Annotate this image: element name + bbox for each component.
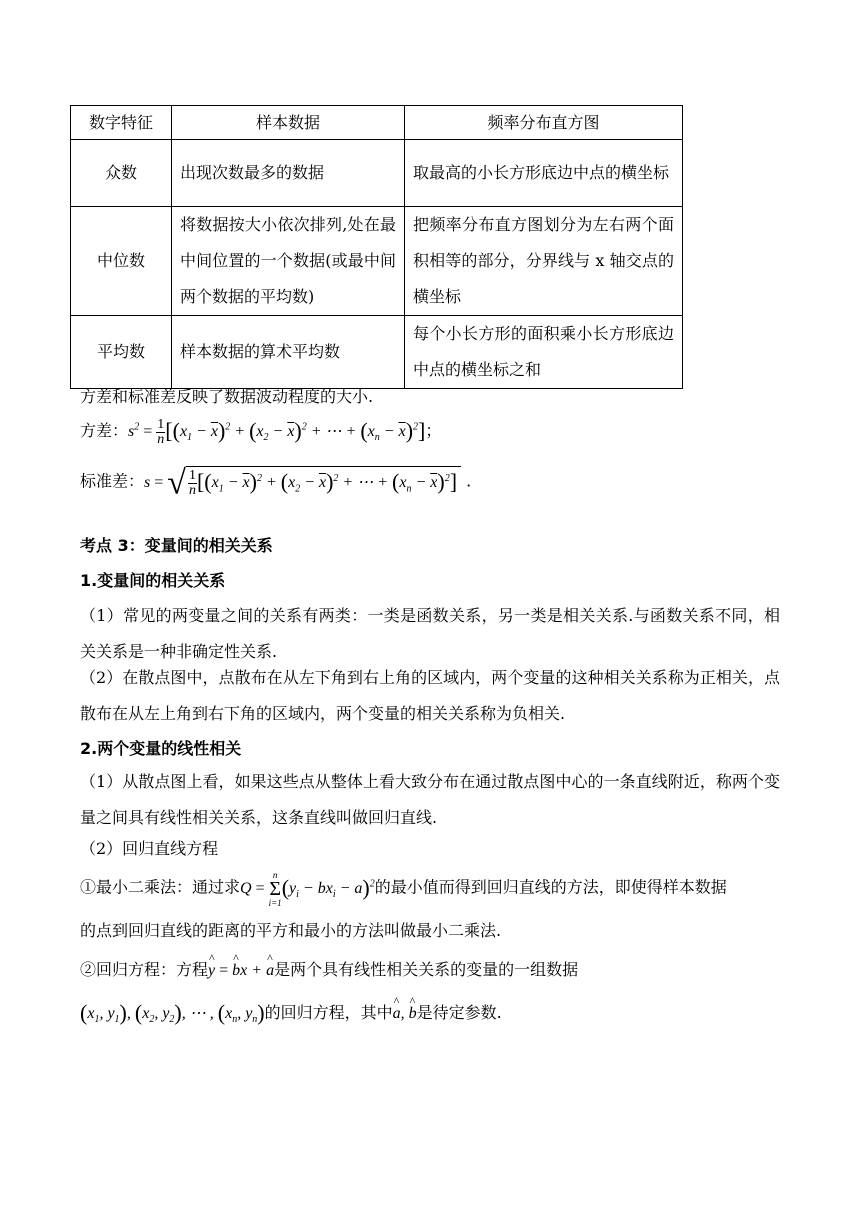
- sub1-paragraph-1: （1）常见的两变量之间的关系有两类：一类是函数关系，另一类是相关关系.与函数关系不同，相关关系是一种非确定性关系.: [80, 606, 780, 661]
- table-row: [71, 207, 683, 316]
- least-squares-suffix: 的最小值而得到回归直线的方法，即使得样本数据: [374, 877, 727, 897]
- header-sample: 样本数据: [172, 106, 405, 140]
- subsection1-title: 1.变量间的相关关系: [80, 571, 226, 590]
- least-squares-line: ①最小二乘法：通过求Q = n Σ i=1 $(y_i - bx_i - a)^2$的最小值而得到回归直线的方法，即使得样本数据: [80, 870, 727, 908]
- subsection2-title: 2.两个变量的线性相关: [80, 739, 242, 758]
- least-squares-prefix: ①最小二乘法：通过求: [80, 877, 241, 897]
- row-histogram: 每个小长方形的面积乘小长方形底边中点的横坐标之和: [405, 316, 683, 389]
- regression-end: 是待定参数.: [416, 1003, 502, 1022]
- row-sample: 出现次数最多的数据: [172, 140, 405, 207]
- least-squares-line-2: 的点到回归直线的距离的平方和最小的方法叫做最小二乘法.: [80, 921, 502, 940]
- regression-mid: 的回归方程，其中: [264, 1003, 393, 1022]
- regression-line: ②回归方程：方程^ y = ^ bx + ^ a是两个具有线性相关关系的变量的一组数据: [80, 957, 578, 980]
- section3-title: 考点 3：变量间的相关关系: [80, 536, 273, 555]
- regression-suffix: 是两个具有线性相关关系的变量的一组数据: [274, 960, 579, 979]
- variance-label: 方差：: [80, 421, 129, 441]
- row-sample: 样本数据的算术平均数: [172, 316, 405, 389]
- table-row: [71, 316, 683, 389]
- variance-formula: 方差：$s^2$ = $\frac{1}{n}$ [$(x_1 - \overline{x})^2 + (x_2 - \overline{x})^2$ + ⋯ + $(x_n - \overline{x})^2$]；: [80, 417, 442, 447]
- header-feature: 数字特征: [71, 106, 172, 140]
- header-histogram: 频率分布直方图: [405, 106, 683, 140]
- std-label: 标准差：: [80, 471, 145, 491]
- regression-prefix: ②回归方程：方程: [80, 960, 209, 979]
- std-formula: 标准差：s = √ $\frac{1}{n}$ [$(x_1 - \overline{x})^2 + (x_2 - \overline{x})^2$ + ⋯ + $(x_n - \overline{x})^2$] .: [80, 464, 472, 501]
- table-row: [71, 140, 683, 207]
- variance-intro: 方差和标准差反映了数据波动程度的大小.: [80, 387, 374, 406]
- numeric-features-table: [70, 105, 683, 389]
- sub2-paragraph-2: （2）回归直线方程: [80, 839, 219, 858]
- row-sample: 将数据按大小依次排列,处在最中间位置的一个数据(或最中间两个数据的平均数): [172, 207, 405, 316]
- row-name: 众数: [71, 140, 172, 207]
- row-name: 平均数: [71, 316, 172, 389]
- row-histogram: 把频率分布直方图划分为左右两个面积相等的部分，分界线与 x 轴交点的横坐标: [405, 207, 683, 316]
- sub2-paragraph-1: （1）从散点图上看，如果这些点从整体上看大致分布在通过散点图中心的一条直线附近，称两个变量之间具有线性相关关系，这条直线叫做回归直线.: [80, 772, 780, 827]
- sub1-paragraph-2: （2）在散点图中，点散布在从左下角到右上角的区域内，两个变量的这种相关关系称为正相关，点散布在从左上角到右下角的区域内，两个变量的相关关系称为负相关.: [80, 668, 780, 723]
- row-name: 中位数: [71, 207, 172, 316]
- row-histogram: 取最高的小长方形底边中点的横坐标: [405, 140, 683, 207]
- regression-line-2: ($x_1$, $y_1$), ($x_2$, $y_2$), ⋯ , ($x_n$, $y_n$)的回归方程，其中^ a, ^ b是待定参数.: [80, 1000, 502, 1026]
- table-header-row: [71, 106, 683, 140]
